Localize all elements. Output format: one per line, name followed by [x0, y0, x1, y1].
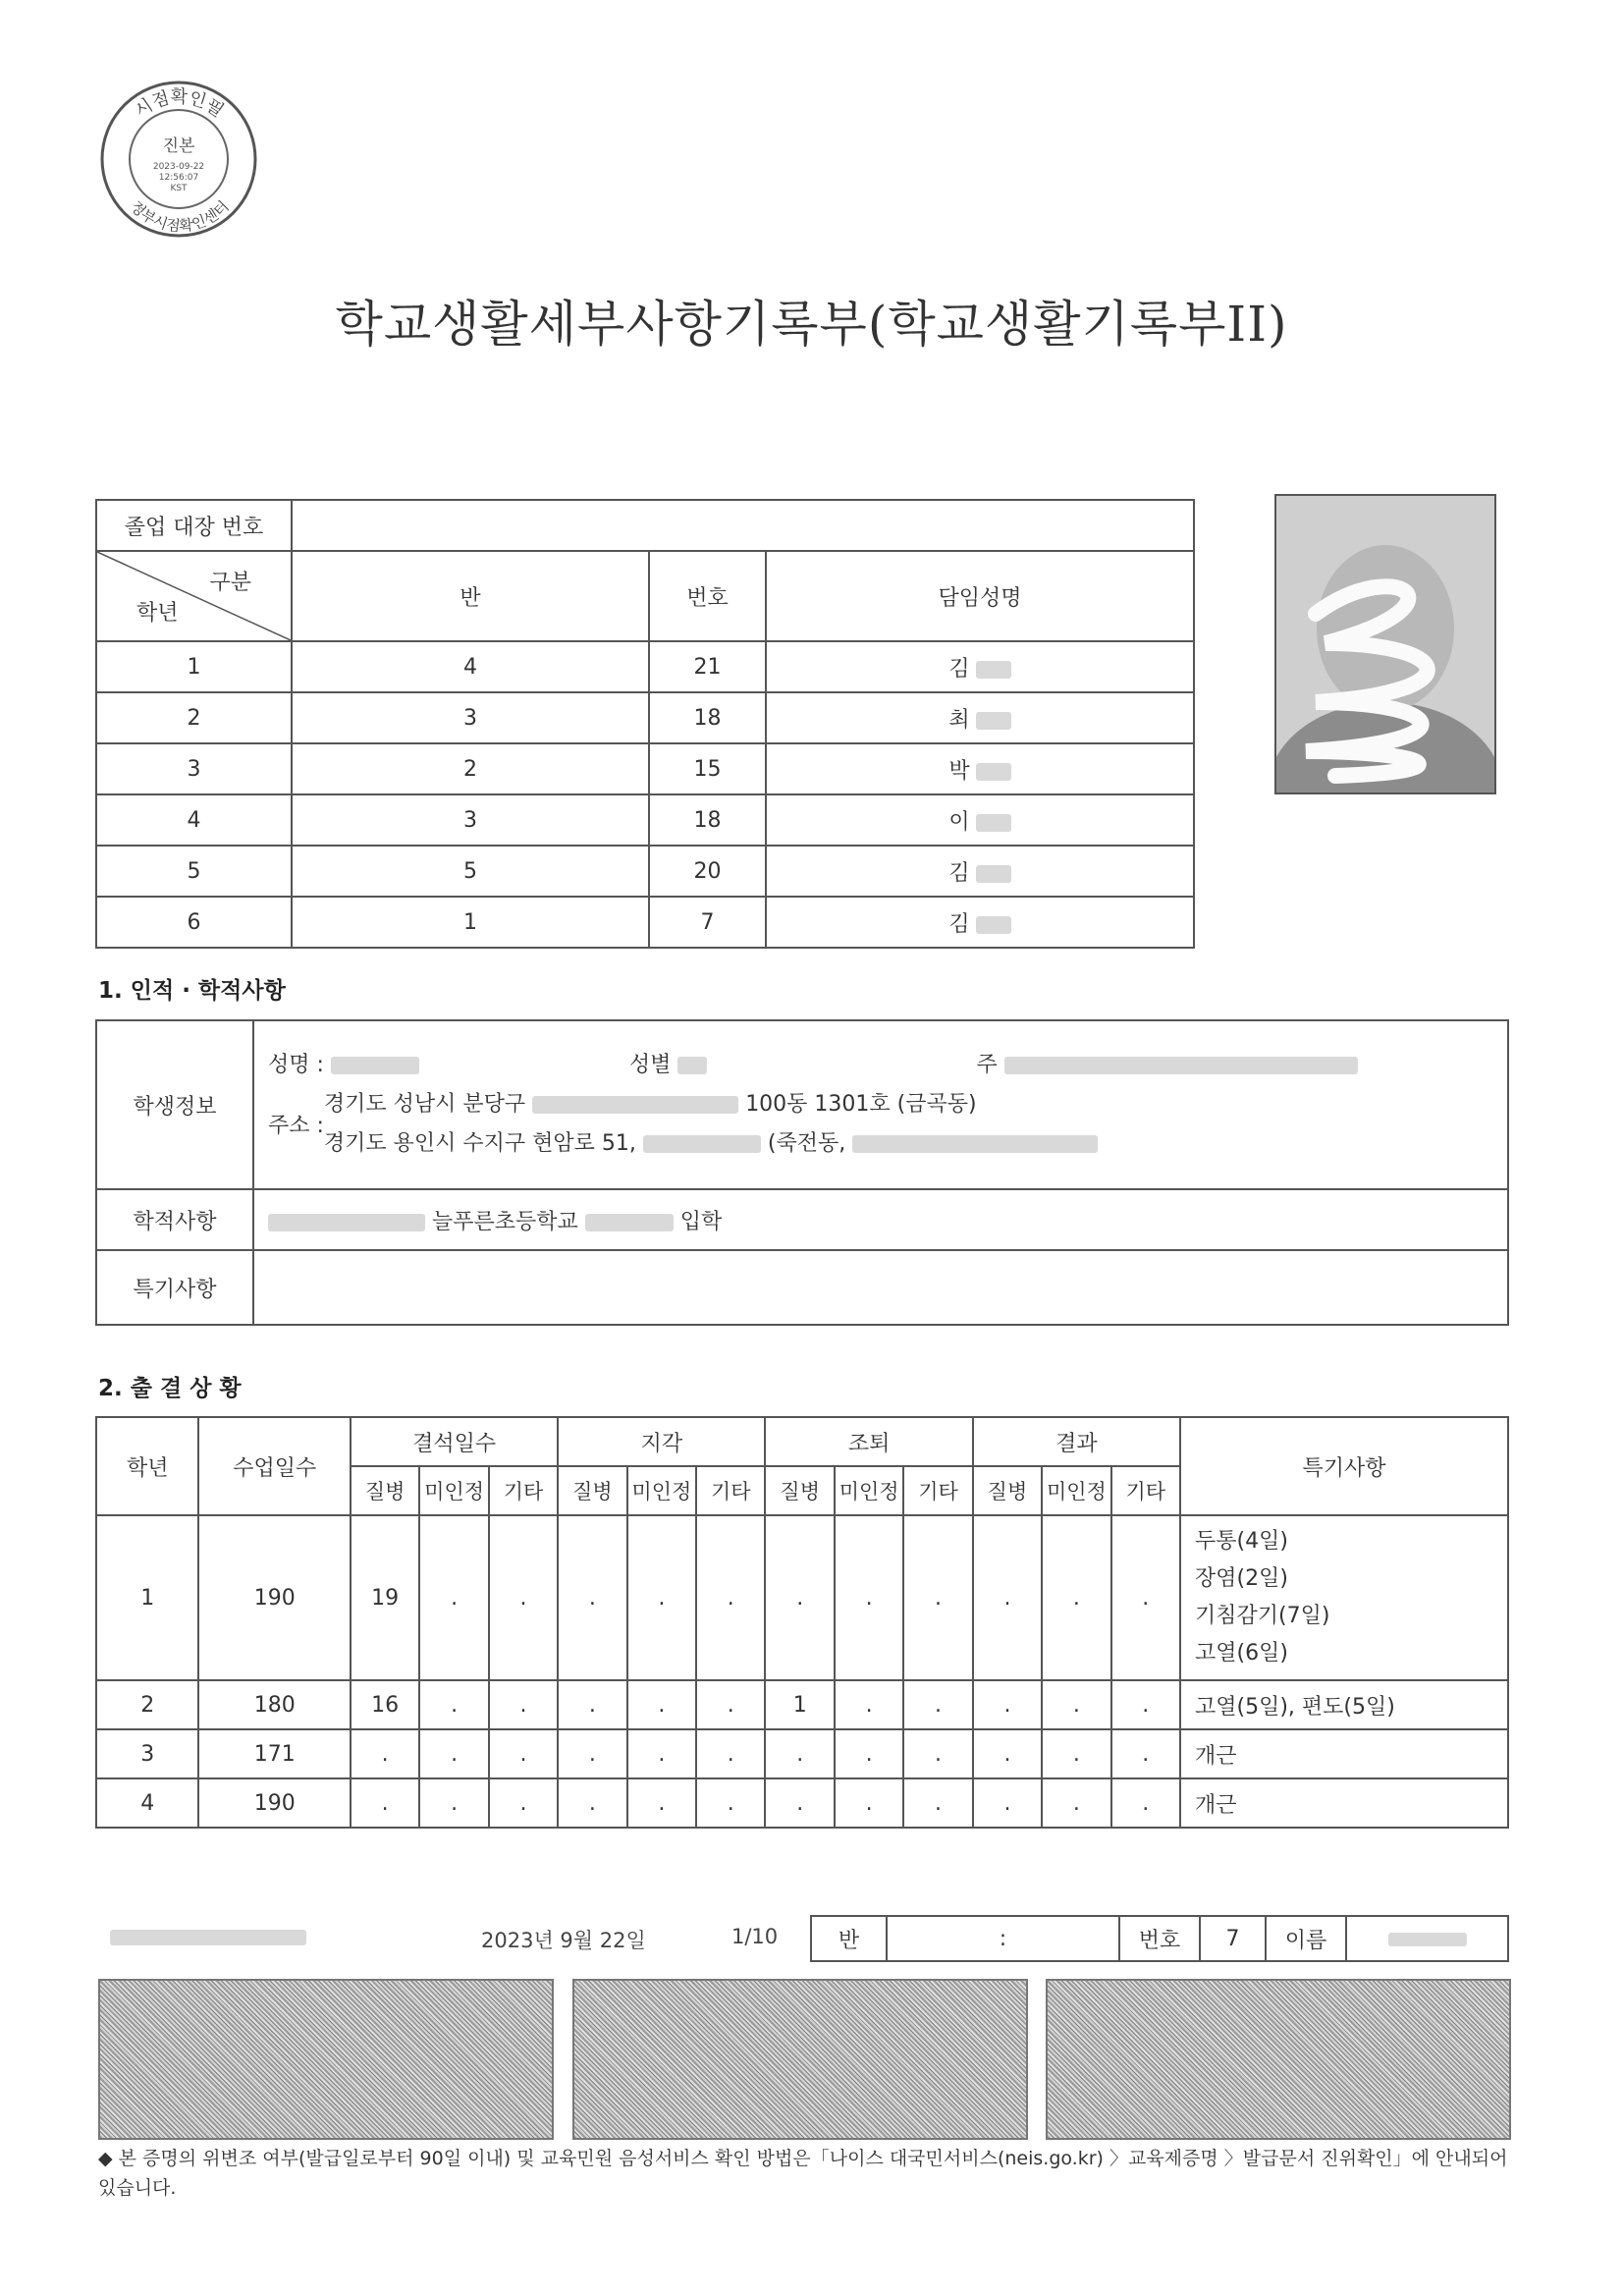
- redacted-address2b: [852, 1135, 1098, 1153]
- redacted-teacher: [976, 661, 1011, 679]
- homeroom-number: 18: [649, 692, 766, 743]
- teacher-surname: 최: [948, 707, 970, 733]
- attendance-row: [96, 1729, 1508, 1778]
- stamp-time: 12:56:07: [158, 173, 199, 183]
- attendance-cell: .: [627, 1680, 696, 1729]
- homeroom-row: [96, 743, 1194, 794]
- col-note: 특기사항: [1180, 1417, 1508, 1515]
- col-number: 번호: [649, 551, 766, 641]
- attendance-cell: .: [696, 1729, 765, 1778]
- teacher-surname: 김: [948, 860, 970, 886]
- attendance-cell: .: [1042, 1680, 1110, 1729]
- record-label: 학적사항: [96, 1189, 253, 1250]
- name-label: 성명 :: [268, 1053, 324, 1077]
- redacted-address1: [532, 1096, 738, 1114]
- attendance-cell: .: [765, 1778, 834, 1828]
- homeroom-grade: 6: [96, 897, 292, 948]
- attendance-cell: .: [1111, 1680, 1180, 1729]
- sub-header: 기타: [489, 1466, 558, 1515]
- address-line2: 경기도 용인시 수지구 현암로 51,: [323, 1131, 636, 1156]
- homeroom-grade: 2: [96, 692, 292, 743]
- attendance-cell: .: [696, 1778, 765, 1828]
- col-grade: 학년: [96, 1417, 198, 1515]
- attendance-note: [1180, 1680, 1508, 1729]
- attendance-cell: .: [835, 1729, 903, 1778]
- homeroom-grade: 4: [96, 794, 292, 846]
- sub-header: 기타: [903, 1466, 972, 1515]
- teacher-surname: 이: [948, 809, 970, 835]
- special-label: 특기사항: [96, 1250, 253, 1325]
- verification-stamp: [98, 79, 260, 241]
- attendance-grade: 1: [96, 1515, 198, 1680]
- teacher-surname: 김: [948, 656, 970, 682]
- attendance-note-line: 개근: [1195, 1792, 1237, 1818]
- attendance-cell: .: [627, 1729, 696, 1778]
- redacted-teacher: [976, 865, 1011, 883]
- group-absence: 결석일수: [351, 1417, 558, 1466]
- homeroom-class: 3: [292, 692, 649, 743]
- attendance-cell: .: [558, 1515, 626, 1680]
- attendance-note-line: 개근: [1195, 1743, 1237, 1769]
- attendance-cell: .: [1042, 1729, 1110, 1778]
- homeroom-row: [96, 692, 1194, 743]
- homeroom-row: [96, 794, 1194, 846]
- teacher-surname: 김: [948, 911, 970, 937]
- attendance-cell: .: [558, 1729, 626, 1778]
- homeroom-teacher: [766, 794, 1194, 846]
- homeroom-class: 2: [292, 743, 649, 794]
- record-school: 늘푸른초등학교: [432, 1209, 578, 1234]
- sub-header: 미인정: [627, 1466, 696, 1515]
- attendance-table: [95, 1416, 1509, 1829]
- attendance-cell: 1: [765, 1680, 834, 1729]
- homeroom-number: 21: [649, 641, 766, 692]
- attendance-note-line: 고열(6일): [1195, 1641, 1288, 1666]
- section2-heading: 2. 출 결 상 황: [98, 1376, 242, 1401]
- attendance-cell: .: [489, 1515, 558, 1680]
- attendance-cell: .: [627, 1515, 696, 1680]
- col-days: 수업일수: [198, 1417, 350, 1515]
- attendance-note-line: 두통(4일): [1195, 1529, 1288, 1554]
- teacher-surname: 박: [948, 758, 970, 784]
- special-value: [253, 1250, 1508, 1325]
- attendance-note: [1180, 1778, 1508, 1828]
- attendance-cell: .: [903, 1778, 972, 1828]
- attendance-row: [96, 1778, 1508, 1828]
- sub-header: 질병: [973, 1466, 1042, 1515]
- attendance-cell: .: [835, 1680, 903, 1729]
- address-line2-tail: (죽전동,: [767, 1131, 846, 1156]
- sub-header: 질병: [558, 1466, 626, 1515]
- footer-student-table: [810, 1915, 1509, 1962]
- svg-text:정부시점확인센터: [127, 197, 233, 235]
- attendance-note-line: 기침감기(7일): [1195, 1604, 1330, 1628]
- attendance-days: 190: [198, 1778, 350, 1828]
- address-line1-tail: 100동 1301호 (금곡동): [745, 1092, 977, 1117]
- attendance-cell: 19: [351, 1515, 419, 1680]
- col-teacher: 담임성명: [766, 551, 1194, 641]
- attendance-cell: .: [489, 1680, 558, 1729]
- attendance-grade: 4: [96, 1778, 198, 1828]
- footer-class-value: :: [887, 1916, 1119, 1961]
- attendance-cell: .: [1111, 1515, 1180, 1680]
- ledger-value: [292, 500, 1194, 551]
- attendance-note-line: 고열(5일), 편도(5일): [1195, 1694, 1395, 1720]
- attendance-cell: .: [489, 1729, 558, 1778]
- diag-row-label: 학년: [136, 601, 179, 626]
- security-barcode-3: [1046, 1979, 1511, 2140]
- homeroom-teacher: [766, 692, 1194, 743]
- homeroom-number: 18: [649, 794, 766, 846]
- redacted-teacher: [976, 763, 1011, 781]
- security-barcode-2: [572, 1979, 1028, 2140]
- attendance-cell: .: [835, 1778, 903, 1828]
- attendance-cell: .: [696, 1515, 765, 1680]
- redacted-name: [331, 1057, 419, 1074]
- attendance-cell: .: [903, 1515, 972, 1680]
- homeroom-row: [96, 897, 1194, 948]
- attendance-cell: .: [973, 1680, 1042, 1729]
- address-line1: 경기도 성남시 분당구: [323, 1092, 526, 1117]
- attendance-cell: .: [558, 1680, 626, 1729]
- attendance-cell: .: [903, 1729, 972, 1778]
- attendance-grade: 3: [96, 1729, 198, 1778]
- attendance-row: [96, 1680, 1508, 1729]
- homeroom-teacher: [766, 897, 1194, 948]
- address-label: 주소 :: [268, 1114, 324, 1138]
- attendance-cell: .: [835, 1515, 903, 1680]
- page-number: 1/10: [731, 1925, 779, 1948]
- attendance-row: [96, 1515, 1508, 1680]
- attendance-cell: .: [1111, 1729, 1180, 1778]
- attendance-days: 171: [198, 1729, 350, 1778]
- attendance-cell: .: [627, 1778, 696, 1828]
- homeroom-grade: 1: [96, 641, 292, 692]
- homeroom-number: 15: [649, 743, 766, 794]
- sub-header: 질병: [765, 1466, 834, 1515]
- sub-header: 미인정: [419, 1466, 488, 1515]
- homeroom-grade: 5: [96, 846, 292, 897]
- redacted-teacher: [976, 916, 1011, 934]
- attendance-cell: .: [419, 1680, 488, 1729]
- redacted-jumin: [1004, 1057, 1358, 1074]
- section1-heading: 1. 인적 · 학적사항: [98, 978, 286, 1004]
- homeroom-class: 4: [292, 641, 649, 692]
- attendance-cell: .: [1042, 1515, 1110, 1680]
- sub-header: 질병: [351, 1466, 419, 1515]
- homeroom-class: 3: [292, 794, 649, 846]
- footer-number-label: 번호: [1119, 1916, 1200, 1961]
- attendance-note-line: 장염(2일): [1195, 1566, 1288, 1591]
- personal-info-table: [95, 1019, 1509, 1326]
- redacted-record-grade: [585, 1214, 674, 1231]
- sub-header: 미인정: [835, 1466, 903, 1515]
- attendance-cell: .: [558, 1778, 626, 1828]
- redacted-record-date: [268, 1214, 425, 1231]
- footer-number-value: 7: [1200, 1916, 1266, 1961]
- homeroom-row: [96, 641, 1194, 692]
- attendance-cell: .: [903, 1680, 972, 1729]
- group-late: 지각: [558, 1417, 765, 1466]
- attendance-cell: .: [973, 1778, 1042, 1828]
- homeroom-row: [96, 846, 1194, 897]
- group-early: 조퇴: [765, 1417, 972, 1466]
- sub-header: 기타: [696, 1466, 765, 1515]
- homeroom-teacher: [766, 641, 1194, 692]
- attendance-cell: .: [419, 1729, 488, 1778]
- attendance-note: [1180, 1729, 1508, 1778]
- issue-date: 2023년 9월 22일: [481, 1929, 646, 1952]
- attendance-cell: .: [419, 1515, 488, 1680]
- redacted-gender: [677, 1057, 707, 1074]
- attendance-days: 190: [198, 1515, 350, 1680]
- attendance-grade: 2: [96, 1680, 198, 1729]
- attendance-note: [1180, 1515, 1508, 1680]
- ledger-label: 졸업 대장 번호: [96, 500, 292, 551]
- sub-header: 미인정: [1042, 1466, 1110, 1515]
- attendance-cell: .: [765, 1729, 834, 1778]
- homeroom-table: [95, 499, 1195, 949]
- attendance-cell: .: [973, 1729, 1042, 1778]
- redacted-teacher: [976, 814, 1011, 832]
- attendance-cell: .: [351, 1729, 419, 1778]
- homeroom-number: 7: [649, 897, 766, 948]
- attendance-cell: .: [1111, 1778, 1180, 1828]
- stamp-zone: KST: [170, 184, 188, 193]
- stamp-date: 2023-09-22: [152, 162, 205, 172]
- stamp-top-text: 시점확인필: [131, 86, 228, 122]
- homeroom-teacher: [766, 743, 1194, 794]
- redacted-address2: [643, 1135, 761, 1153]
- sub-header: 기타: [1111, 1466, 1180, 1515]
- homeroom-class: 5: [292, 846, 649, 897]
- attendance-cell: .: [973, 1515, 1042, 1680]
- stamp-bottom-text: 정부시점확인센터: [127, 197, 233, 236]
- diagonal-header: [96, 551, 292, 641]
- footer-name-value: [1346, 1916, 1508, 1961]
- col-class: 반: [292, 551, 649, 641]
- group-missed: 결과: [973, 1417, 1180, 1466]
- attendance-cell: .: [419, 1778, 488, 1828]
- verification-notice: ◆ 본 증명의 위변조 여부(발급일로부터 90일 이내) 및 교육민원 음성서비스 확인 방법은「나이스 대국민서비스(neis.go.kr) 〉교육제증명 〉발급문서 진위확인」에 안내되어 있습니다.: [98, 2148, 1508, 2199]
- stamp-center: 진본: [162, 137, 195, 156]
- attendance-cell: .: [489, 1778, 558, 1828]
- student-info-label: 학생정보: [96, 1020, 253, 1189]
- record-tail: 입학: [679, 1209, 723, 1234]
- homeroom-grade: 3: [96, 743, 292, 794]
- homeroom-teacher: [766, 846, 1194, 897]
- jumin-label: 주: [976, 1053, 998, 1077]
- footer-class-label: 반: [811, 1916, 887, 1961]
- document-title: 학교생활세부사항기록부(학교생활기록부II): [335, 296, 1288, 353]
- attendance-cell: .: [1042, 1778, 1110, 1828]
- footer-name-label: 이름: [1266, 1916, 1346, 1961]
- attendance-cell: .: [696, 1680, 765, 1729]
- attendance-cell: .: [765, 1515, 834, 1680]
- attendance-cell: .: [351, 1778, 419, 1828]
- security-barcode-1: [98, 1979, 554, 2140]
- homeroom-number: 20: [649, 846, 766, 897]
- diag-header-label: 구분: [209, 571, 251, 595]
- attendance-cell: 16: [351, 1680, 419, 1729]
- footer-school-redacted: [110, 1925, 306, 1948]
- attendance-days: 180: [198, 1680, 350, 1729]
- student-photo: [1274, 494, 1496, 794]
- redacted-teacher: [976, 712, 1011, 730]
- homeroom-class: 1: [292, 897, 649, 948]
- gender-label: 성별: [628, 1053, 672, 1077]
